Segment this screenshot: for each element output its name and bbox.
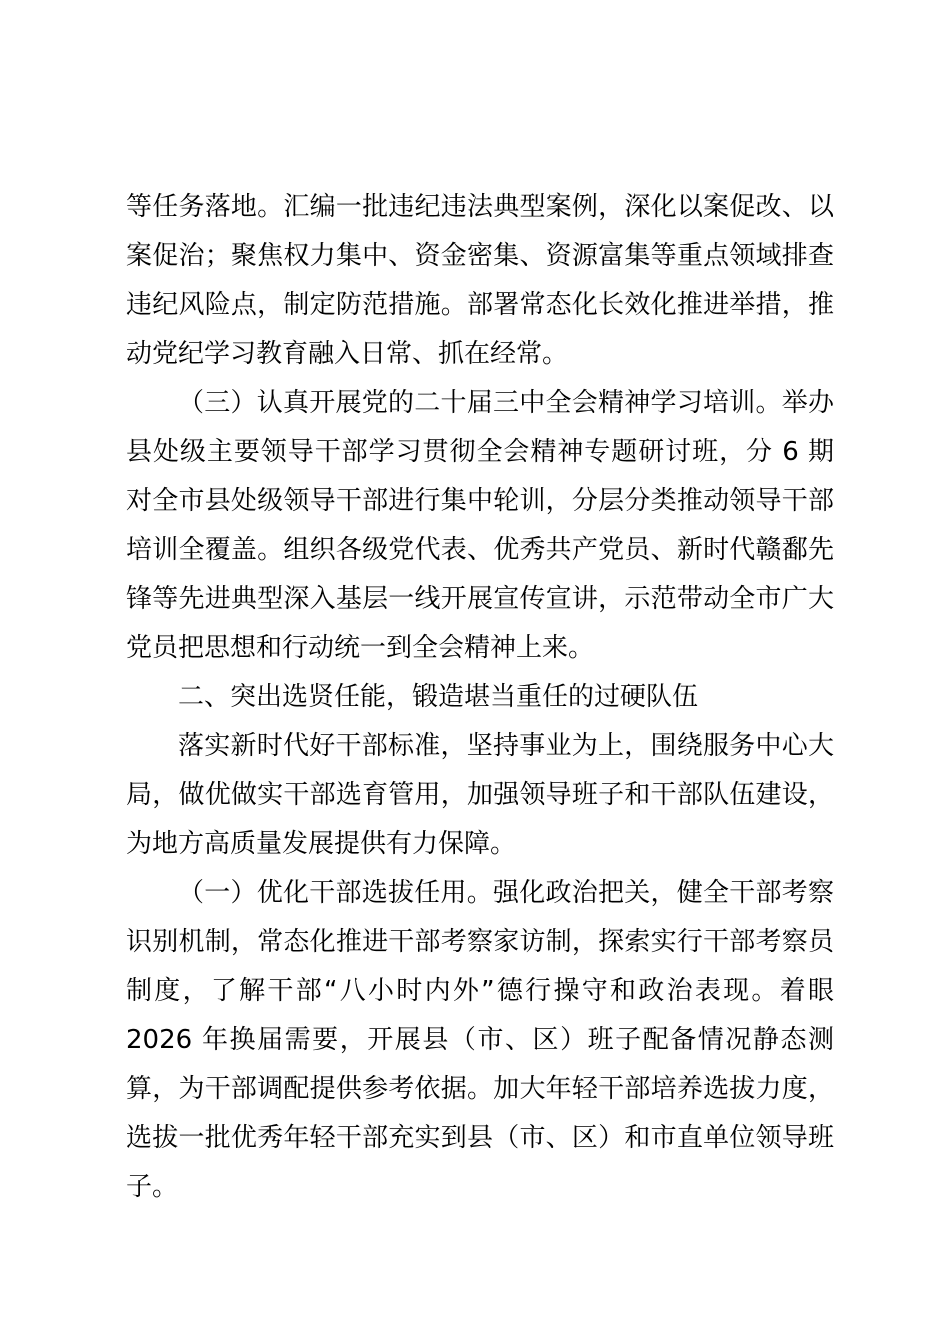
paragraph-continuation: 等任务落地。汇编一批违纪违法典型案例，深化以案促改、以案促治；聚焦权力集中、资金密集、资源富集等重点领域排查违纪风险点，制定防范措施。部署常态化长效化推进举措，推动党纪学习教育融入日常、抓在经常。: [126, 192, 834, 369]
section-heading-2: 二、突出选贤任能，锻造堪当重任的过硬队伍: [178, 682, 699, 712]
paragraph-section-2-intro: 落实新时代好干部标准，坚持事业为上，围绕服务中心大局，做优做实干部选育管用，加强领导班子和干部队伍建设，为地方高质量发展提供有力保障。: [126, 731, 834, 859]
paragraph-section-3: （三）认真开展党的二十届三中全会精神学习培训。举办县处级主要领导干部学习贯彻全会精神专题研讨班，分 6 期对全市县处级领导干部进行集中轮训，分层分类推动领导干部培训全覆盖。组织各级党代表、优秀共产党员、新时代赣鄱先锋等先进典型深入基层一线开展宣传宣讲，示范带动全市广大党员把思想和行动统一到全会精神上来。: [126, 388, 834, 663]
paragraph-subsection-1: （一）优化干部选拔任用。强化政治把关，健全干部考察识别机制，常态化推进干部考察家访制，探索实行干部考察员制度，了解干部“八小时内外”德行操守和政治表现。着眼 2026 年换届需要，开展县（市、区）班子配备情况静态测算，为干部调配提供参考依据。加大年轻干部培养选拔力度，选拔一批优秀年轻干部充实到县（市、区）和市直单位领导班子。: [126, 878, 834, 1202]
document-body: [126, 183, 834, 1212]
